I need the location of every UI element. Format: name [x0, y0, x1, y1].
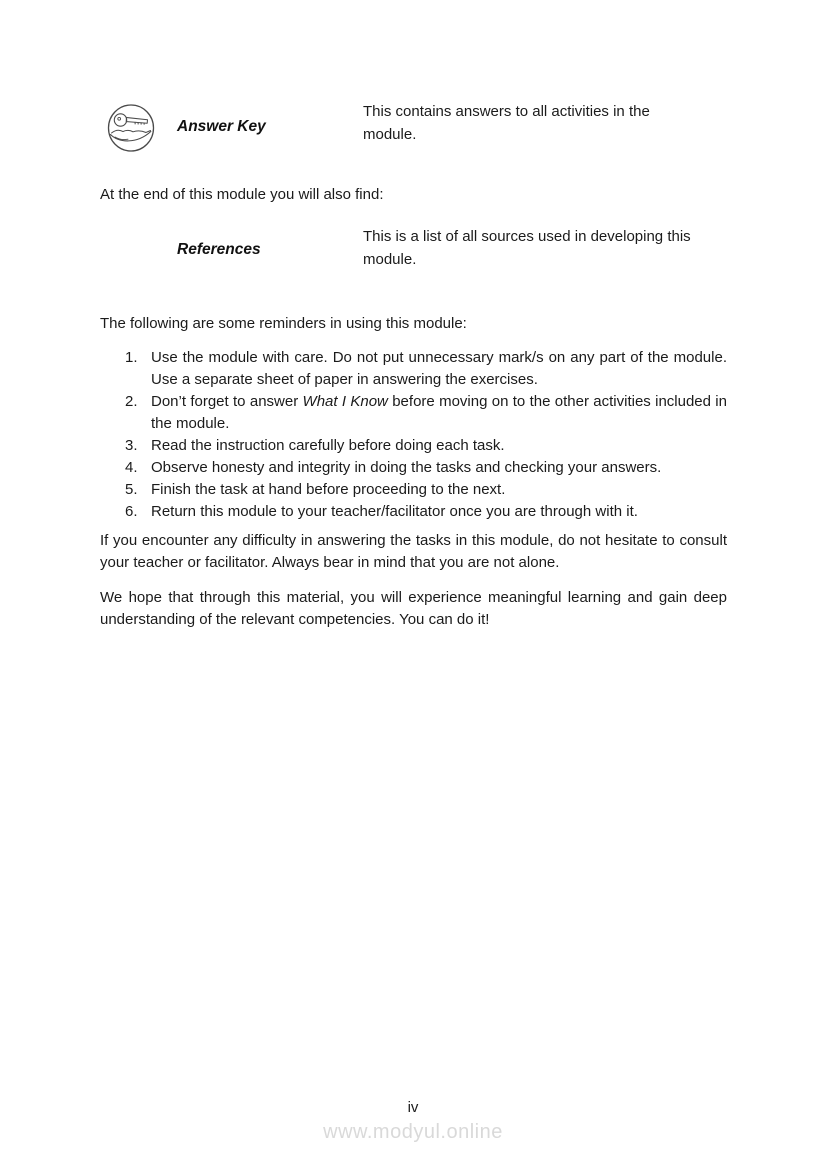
list-item-text: Return this module to your teacher/facilitator once you are through with it. — [151, 503, 638, 520]
list-item — [125, 501, 727, 523]
paragraph-hope: We hope that through this material, you will experience meaningful learning and gain deep understanding of the relevant competencies. You can do it! — [100, 589, 727, 628]
list-item-number: 4. — [125, 459, 138, 476]
list-item — [125, 457, 727, 479]
list-item-text: Observe honesty and integrity in doing the tasks and checking your answers. — [151, 459, 662, 476]
list-item-number: 5. — [125, 481, 138, 498]
paragraph-difficulty: If you encounter any difficulty in answering the tasks in this module, do not hesitate to consult your teacher or facilitator. Always bear in mind that you are not alone. — [100, 532, 727, 571]
term-description-answer-key: This contains answers to all activities in the module. — [363, 103, 650, 143]
list-item-text-italic: What I Know — [302, 393, 388, 410]
term-label-references: References — [177, 241, 261, 258]
list-item-text: Finish the task at hand before proceeding to the next. — [151, 481, 506, 498]
list-item-text: Use the module with care. Do not put unnecessary mark/s on any part of the module. Use a separate sheet of paper in answering the exercises. — [151, 349, 727, 388]
term-description-references: This is a list of all sources used in developing this module. — [363, 228, 691, 268]
intro-line: At the end of this module you will also find: — [100, 186, 384, 203]
watermark: www.modyul.online — [323, 1121, 503, 1143]
list-item-number: 3. — [125, 437, 138, 454]
list-item — [125, 435, 727, 457]
list-item-number: 6. — [125, 503, 138, 520]
list-item-text-after: before moving on to the other activities included in the module. — [151, 393, 727, 432]
page-number: iv — [407, 1099, 419, 1116]
list-item — [125, 347, 727, 391]
reminders-list — [125, 347, 727, 523]
list-item-text — [151, 391, 727, 435]
list-item-text-before: Don’t forget to answer — [151, 393, 303, 410]
hand-key-icon — [107, 103, 155, 153]
term-label-answer-key: Answer Key — [177, 118, 266, 135]
list-item — [125, 391, 727, 435]
list-item-text: Read the instruction carefully before doing each task. — [151, 437, 505, 454]
list-item-number: 1. — [125, 349, 138, 366]
list-item-number: 2. — [125, 393, 138, 410]
reminders-heading: The following are some reminders in using this module: — [100, 315, 467, 332]
list-item — [125, 479, 727, 501]
